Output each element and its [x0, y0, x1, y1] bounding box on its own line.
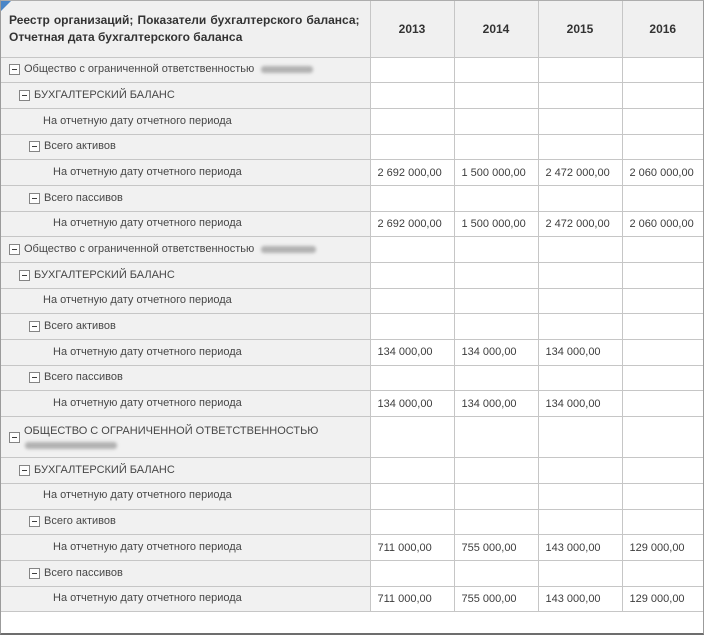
value-cell-empty [538, 83, 622, 109]
value-cell-empty [538, 237, 622, 263]
value-cell-empty [454, 365, 538, 391]
value-cell-empty [370, 560, 454, 586]
collapse-minus-icon[interactable] [29, 568, 40, 579]
value-cell: 1 500 000,00 [454, 160, 538, 186]
row-label [44, 371, 123, 384]
value-cell-empty [622, 288, 703, 314]
value-cell: 143 000,00 [538, 535, 622, 561]
row-label-text: Всего пассивов [44, 566, 123, 579]
value-cell-empty [622, 185, 703, 211]
value-cell-empty [538, 365, 622, 391]
table-row [1, 134, 703, 160]
value-cell-empty [370, 483, 454, 509]
row-label-text: ОБЩЕСТВО С ОГРАНИЧЕННОЙ ОТВЕТСТВЕННОСТЬЮ [24, 425, 319, 438]
collapse-minus-icon[interactable] [9, 432, 20, 443]
value-cell-empty [370, 509, 454, 535]
table-row [1, 458, 703, 484]
value-cell-empty [538, 560, 622, 586]
row-label-cell [1, 560, 370, 586]
table-row [1, 160, 703, 186]
table-row [1, 483, 703, 509]
value-cell: 2 060 000,00 [622, 211, 703, 237]
value-cell-empty [454, 134, 538, 160]
row-label-text: Всего пассивов [44, 191, 123, 204]
row-label-cell [1, 483, 370, 509]
row-label [53, 541, 242, 554]
row-label [44, 515, 116, 528]
value-cell-empty [454, 417, 538, 458]
value-cell-empty [370, 417, 454, 458]
value-cell: 134 000,00 [370, 340, 454, 366]
row-label [53, 346, 242, 359]
row-label [34, 89, 175, 102]
value-cell-empty [622, 391, 703, 417]
redacted-org-name [261, 246, 316, 253]
column-header-2016[interactable]: 2016 [622, 1, 703, 57]
value-cell: 134 000,00 [538, 391, 622, 417]
row-label-text: Общество с ограниченной ответственностью [24, 63, 255, 76]
row-label-cell [1, 509, 370, 535]
value-cell-empty [538, 288, 622, 314]
value-cell: 134 000,00 [370, 391, 454, 417]
row-label-cell [1, 314, 370, 340]
value-cell-empty [370, 57, 454, 83]
row-label-text: На отчетную дату отчетного периода [53, 165, 242, 178]
redacted-org-name [25, 442, 117, 449]
collapse-minus-icon[interactable] [19, 465, 30, 476]
redacted-org-name [261, 66, 313, 73]
row-label-text: Всего активов [44, 320, 116, 333]
value-cell-empty [622, 458, 703, 484]
table-row [1, 560, 703, 586]
table-row [1, 263, 703, 289]
table-row [1, 57, 703, 83]
value-cell-empty [622, 83, 703, 109]
row-label-text: На отчетную дату отчетного периода [53, 345, 242, 358]
value-cell-empty [622, 57, 703, 83]
value-cell-empty [370, 288, 454, 314]
row-label-cell [1, 57, 370, 83]
value-cell: 2 692 000,00 [370, 160, 454, 186]
table-row [1, 586, 703, 612]
table-row [1, 211, 703, 237]
balance-pivot-table [1, 1, 703, 612]
collapse-minus-icon[interactable] [29, 193, 40, 204]
row-label-text: Всего пассивов [44, 371, 123, 384]
value-cell-empty [622, 417, 703, 458]
value-cell: 755 000,00 [454, 586, 538, 612]
row-label [34, 464, 175, 477]
row-label-cell [1, 160, 370, 186]
value-cell-empty [370, 263, 454, 289]
row-label-cell [1, 108, 370, 134]
value-cell-empty [454, 108, 538, 134]
collapse-minus-icon[interactable] [29, 321, 40, 332]
value-cell-empty [622, 314, 703, 340]
header-row [1, 1, 703, 57]
value-cell-empty [622, 509, 703, 535]
table-row [1, 391, 703, 417]
value-cell-empty [454, 458, 538, 484]
row-label [44, 140, 116, 153]
value-cell-empty [538, 57, 622, 83]
row-label-text: На отчетную дату отчетного периода [43, 489, 232, 502]
collapse-minus-icon[interactable] [29, 141, 40, 152]
collapse-minus-icon[interactable] [29, 372, 40, 383]
value-cell-empty [370, 185, 454, 211]
row-label [44, 192, 123, 205]
row-label-text: БУХГАЛТЕРСКИЙ БАЛАНС [34, 463, 175, 476]
value-cell-empty [370, 365, 454, 391]
row-label [34, 269, 175, 282]
row-label-text: На отчетную дату отчетного периода [53, 540, 242, 553]
row-label-text: На отчетную дату отчетного периода [43, 294, 232, 307]
value-cell-empty [538, 185, 622, 211]
value-cell-empty [454, 288, 538, 314]
column-header-2013[interactable]: 2013 [370, 1, 454, 57]
row-label [53, 166, 242, 179]
row-label [43, 489, 232, 502]
value-cell-empty [370, 314, 454, 340]
value-cell-empty [622, 237, 703, 263]
row-label-text: Общество с ограниченной ответственностью [24, 242, 255, 255]
table-row [1, 185, 703, 211]
value-cell-empty [454, 237, 538, 263]
row-label-text: Всего активов [44, 140, 116, 153]
table-row [1, 365, 703, 391]
row-label-text: На отчетную дату отчетного периода [53, 592, 242, 605]
value-cell: 134 000,00 [538, 340, 622, 366]
value-cell-empty [538, 483, 622, 509]
value-cell: 711 000,00 [370, 535, 454, 561]
row-label-text: Всего активов [44, 515, 116, 528]
row-label-cell [1, 417, 370, 458]
value-cell-empty [538, 509, 622, 535]
row-label [44, 567, 123, 580]
value-cell-empty [538, 458, 622, 484]
collapse-minus-icon[interactable] [9, 64, 20, 75]
row-label-cell [1, 586, 370, 612]
row-label [43, 294, 232, 307]
value-cell: 755 000,00 [454, 535, 538, 561]
value-cell-empty [454, 483, 538, 509]
row-label-cell [1, 211, 370, 237]
row-label-text: На отчетную дату отчетного периода [53, 397, 242, 410]
value-cell-empty [538, 134, 622, 160]
value-cell-empty [370, 134, 454, 160]
row-label-cell [1, 365, 370, 391]
value-cell-empty [454, 509, 538, 535]
value-cell-empty [454, 185, 538, 211]
row-label-text: На отчетную дату отчетного периода [43, 114, 232, 127]
value-cell-empty [454, 314, 538, 340]
value-cell-empty [454, 57, 538, 83]
row-label [43, 115, 232, 128]
table-row [1, 83, 703, 109]
value-cell-empty [370, 237, 454, 263]
row-label-cell [1, 288, 370, 314]
value-cell-empty [538, 314, 622, 340]
row-label-cell [1, 185, 370, 211]
value-cell-empty [454, 560, 538, 586]
table-row [1, 340, 703, 366]
value-cell: 134 000,00 [454, 340, 538, 366]
row-label-cell [1, 134, 370, 160]
row-label-cell [1, 391, 370, 417]
row-label-cell [1, 263, 370, 289]
value-cell-empty [622, 108, 703, 134]
value-cell: 129 000,00 [622, 586, 703, 612]
value-cell-empty [454, 263, 538, 289]
table-row [1, 108, 703, 134]
value-cell: 2 692 000,00 [370, 211, 454, 237]
value-cell: 2 060 000,00 [622, 160, 703, 186]
value-cell-empty [622, 340, 703, 366]
table-row [1, 417, 703, 458]
table-row [1, 314, 703, 340]
value-cell-empty [622, 263, 703, 289]
row-label-text: БУХГАЛТЕРСКИЙ БАЛАНС [34, 268, 175, 281]
row-label [24, 243, 316, 256]
row-label-cell [1, 83, 370, 109]
row-label-cell [1, 535, 370, 561]
value-cell-empty [622, 365, 703, 391]
value-cell-empty [622, 483, 703, 509]
value-cell-empty [622, 134, 703, 160]
row-label [53, 217, 242, 230]
row-label-text: На отчетную дату отчетного периода [53, 217, 242, 230]
column-header-2015[interactable]: 2015 [538, 1, 622, 57]
value-cell: 1 500 000,00 [454, 211, 538, 237]
column-header-2014[interactable]: 2014 [454, 1, 538, 57]
row-label [44, 320, 116, 333]
table-row [1, 535, 703, 561]
row-label-cell [1, 340, 370, 366]
value-cell: 143 000,00 [538, 586, 622, 612]
value-cell: 134 000,00 [454, 391, 538, 417]
dimensions-header[interactable]: Реестр организаций; Показатели бухгалтерского баланса; Отчетная дата бухгалтерского баланса [1, 1, 370, 57]
row-label [53, 592, 242, 605]
value-cell-empty [538, 108, 622, 134]
row-label-text: БУХГАЛТЕРСКИЙ БАЛАНС [34, 88, 175, 101]
value-cell-empty [622, 560, 703, 586]
value-cell-empty [370, 458, 454, 484]
row-label-cell [1, 237, 370, 263]
row-label [24, 425, 318, 449]
table-row [1, 509, 703, 535]
collapse-minus-icon[interactable] [9, 244, 20, 255]
value-cell-empty [370, 83, 454, 109]
collapse-minus-icon[interactable] [19, 90, 30, 101]
value-cell: 129 000,00 [622, 535, 703, 561]
value-cell-empty [538, 263, 622, 289]
corner-marker-icon [1, 1, 11, 11]
value-cell-empty [538, 417, 622, 458]
collapse-minus-icon[interactable] [29, 516, 40, 527]
value-cell: 2 472 000,00 [538, 211, 622, 237]
row-label-cell [1, 458, 370, 484]
table-row [1, 288, 703, 314]
row-label [53, 397, 242, 410]
value-cell-empty [370, 108, 454, 134]
row-label [24, 63, 313, 76]
collapse-minus-icon[interactable] [19, 270, 30, 281]
value-cell: 711 000,00 [370, 586, 454, 612]
value-cell-empty [454, 83, 538, 109]
table-row [1, 237, 703, 263]
value-cell: 2 472 000,00 [538, 160, 622, 186]
